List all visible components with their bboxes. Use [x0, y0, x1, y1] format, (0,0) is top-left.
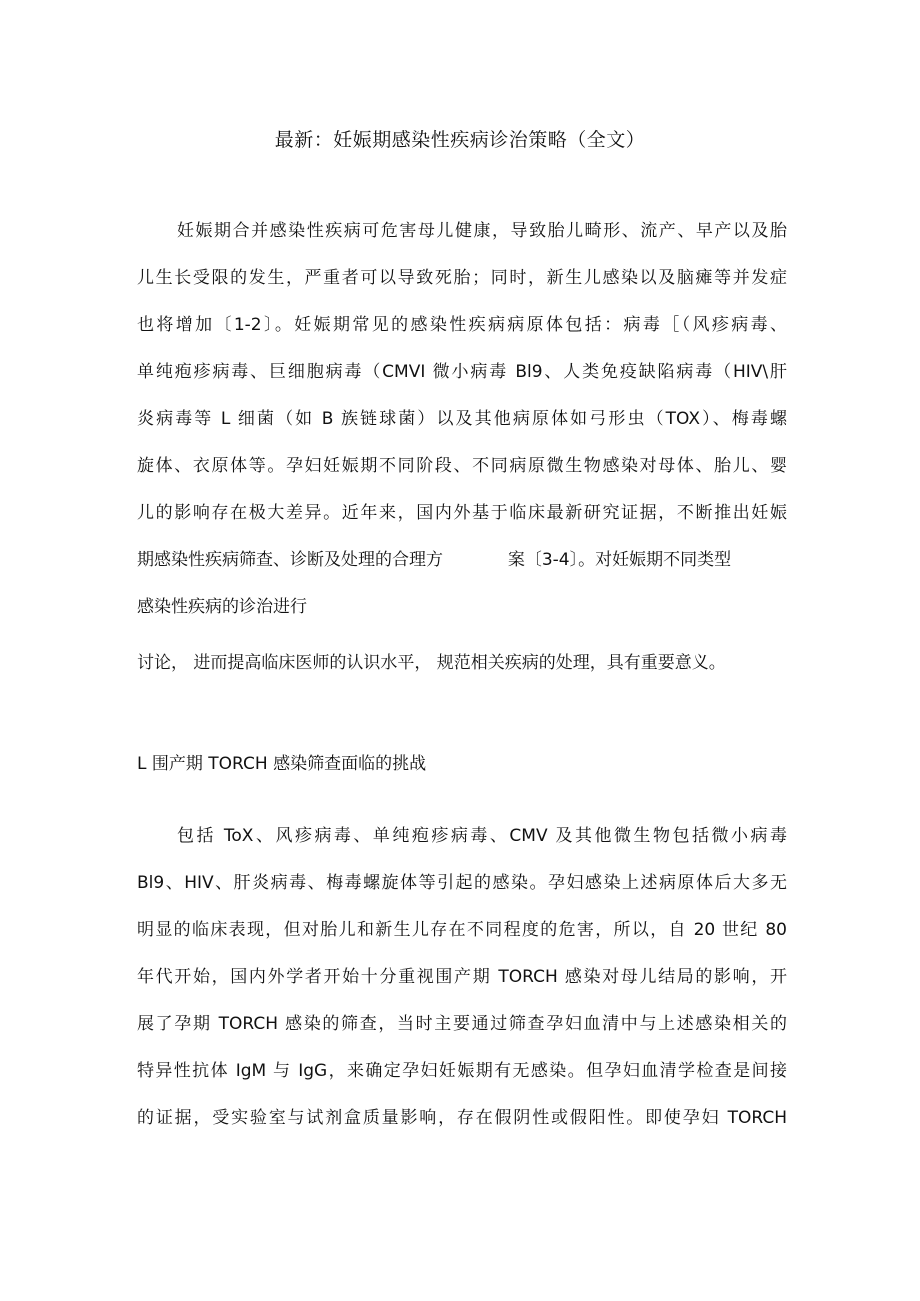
paragraph-line: 也将增加〔1-2〕。妊娠期常见的感染性疾病病原体包括：病毒［（风疹病毒、 — [137, 315, 787, 335]
paragraph-line: 展了孕期 TORCH 感染的筛查，当时主要通过筛查孕妇血清中与上述感染相关的 — [137, 1014, 787, 1034]
paragraph-line: 单纯疱疹病毒、巨细胞病毒（CMVI 微小病毒 Bl9、人类免疫缺陷病毒（HIV\肝 — [137, 362, 787, 382]
paragraph-line: 妊娠期合并感染性疾病可危害母儿健康，导致胎儿畸形、流产、早产以及胎 — [177, 221, 787, 241]
paragraph-line: 炎病毒等 L 细菌（如 B 族链球菌）以及其他病原体如弓形虫（TOX）、梅毒螺 — [137, 409, 787, 429]
paragraph-line: 讨论， 进而提高临床医师的认识水平， 规范相关疾病的处理，具有重要意义。 — [137, 653, 726, 673]
paragraph-line: 的证据，受实验室与试剂盒质量影响，存在假阴性或假阳性。即使孕妇 TORCH — [137, 1108, 787, 1128]
section-heading: L 围产期 TORCH 感染筛查面临的挑战 — [137, 754, 427, 774]
paragraph-line: 旋体、衣原体等。孕妇妊娠期不同阶段、不同病原微生物感染对母体、胎儿、婴 — [137, 456, 787, 476]
paragraph-line: 特异性抗体 IgM 与 IgG，来确定孕妇妊娠期有无感染。但孕妇血清学检查是间接 — [137, 1061, 787, 1081]
paragraph-line: 期感染性疾病筛查、诊断及处理的合理方 案〔3-4〕。对妊娠期不同类型 — [137, 550, 732, 570]
paragraph-line: 儿的影响存在极大差异。近年来，国内外基于临床最新研究证据，不断推出妊娠 — [137, 503, 787, 523]
paragraph-line: 年代开始，国内外学者开始十分重视围产期 TORCH 感染对母儿结局的影响，开 — [137, 967, 787, 987]
document-title: 最新：妊娠期感染性疾病诊治策略（全文） — [274, 129, 646, 151]
paragraph-line: 感染性疾病的诊治进行 — [137, 597, 307, 617]
paragraph-line: 包括 ToX、风疹病毒、单纯疱疹病毒、CMV 及其他微生物包括微小病毒 — [177, 826, 787, 846]
paragraph-line: Bl9、HIV、肝炎病毒、梅毒螺旋体等引起的感染。孕妇感染上述病原体后大多无 — [137, 873, 787, 893]
paragraph-line: 儿生长受限的发生，严重者可以导致死胎；同时，新生儿感染以及脑瘫等并发症 — [137, 268, 787, 288]
paragraph-line: 明显的临床表现，但对胎儿和新生儿存在不同程度的危害，所以，自 20 世纪 80 — [137, 920, 787, 940]
